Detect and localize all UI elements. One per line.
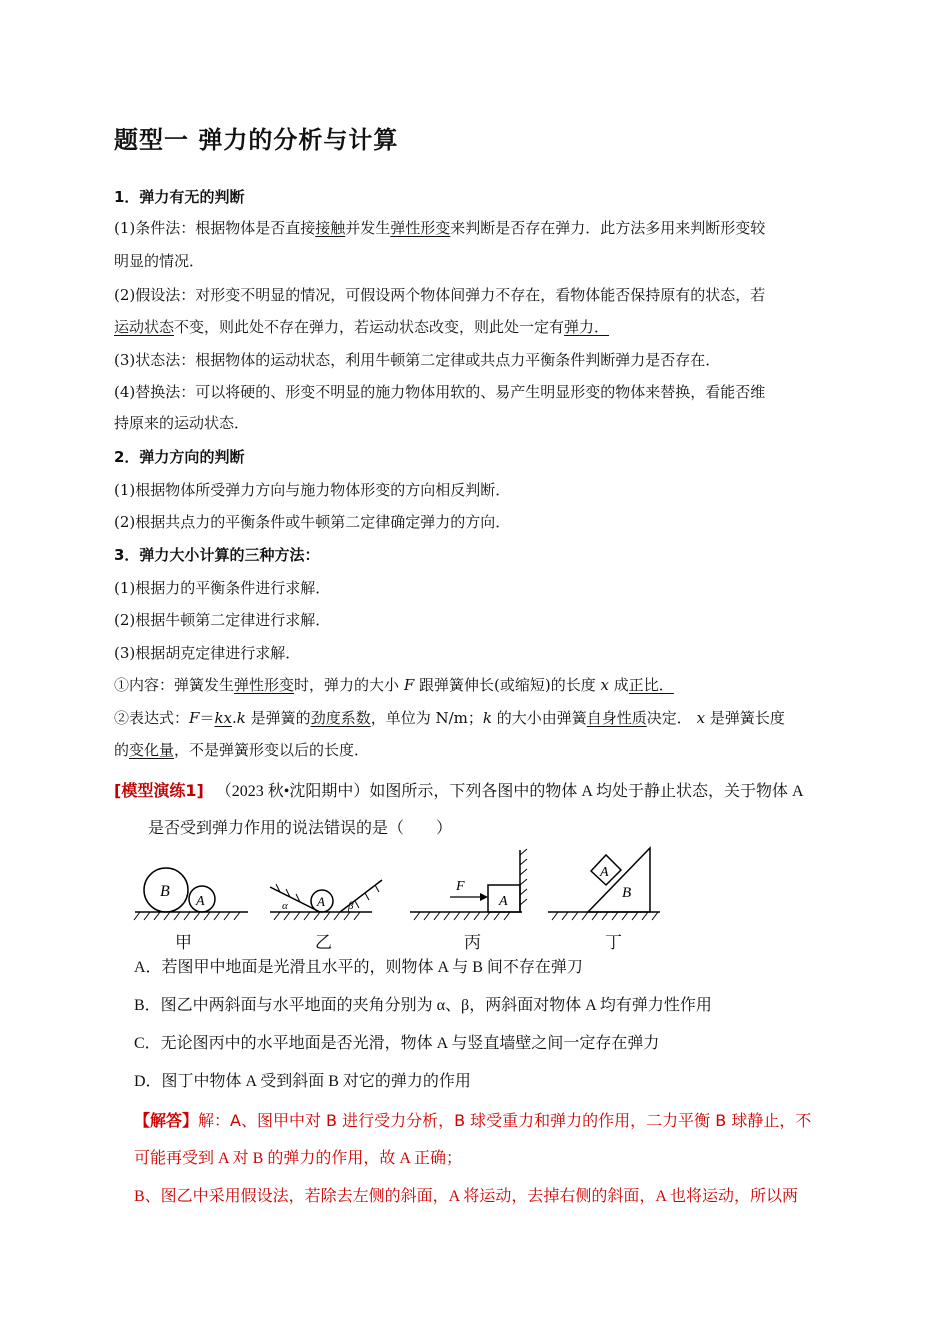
answer-line: B、图乙中采用假设法，若除去左侧的斜面，A 将运动，去掉右侧的斜面，A 也将运动，所以两 <box>134 1188 799 1205</box>
figure-yi <box>270 880 382 920</box>
wedge-b <box>588 848 650 912</box>
paragraph: 持原来的运动状态． <box>114 414 250 432</box>
paragraph: ①内容：弹簧发生弹性形变时，弹力的大小 F 跟弹簧伸长(或缩短)的长度 x 成正比． <box>114 676 674 694</box>
paragraph: (1)条件法：根据物体是否直接接触并发生弹性形变来判断是否存在弹力．此方法多用来判断形变较 <box>114 219 766 237</box>
paragraph: (2)根据共点力的平衡条件或牛顿第二定律确定弹力的方向． <box>114 513 511 531</box>
label-b: B <box>160 883 170 900</box>
paragraph: ②表达式：F＝kx.k 是弹簧的劲度系数，单位为 N/m；k 的大小由弹簧自身性质决定． x 是弹簧长度 <box>114 709 785 727</box>
figure-bing <box>410 849 527 920</box>
paragraph: (4)替换法：可以将硬的、形变不明显的施力物体用软的、易产生明显形变的物体来替换，看能否维 <box>114 383 766 401</box>
paragraph: (1)根据物体所受弹力方向与施力物体形变的方向相反判断． <box>114 481 511 499</box>
paragraph: (2)假设法：对形变不明显的情况，可假设两个物体间弹力不存在，看物体能否保持原有的状态，若 <box>114 286 766 304</box>
section-heading: 3．弹力大小计算的三种方法： <box>114 546 320 564</box>
label-beta: β <box>348 900 354 912</box>
section-heading: 2．弹力方向的判断 <box>114 448 245 466</box>
paragraph: (3)状态法：根据物体的运动状态，利用牛顿第二定律或共点力平衡条件判断弹力是否存在． <box>114 351 721 369</box>
paragraph: (2)根据牛顿第二定律进行求解． <box>114 611 331 629</box>
page-title: 题型一 弹力的分析与计算 <box>114 126 399 154</box>
option-b: B．图乙中两斜面与水平地面的夹角分别为 α、β，两斜面对物体 A 均有弹力性作用 <box>134 997 712 1014</box>
arrow-icon <box>480 893 488 901</box>
label-alpha: α <box>282 900 288 912</box>
figure-ding <box>548 848 660 920</box>
section-heading: 1．弹力有无的判断 <box>114 188 245 206</box>
label-a: A <box>317 894 325 909</box>
answer-line: 可能再受到 A 对 B 的弹力的作用，故 A 正确； <box>134 1150 463 1167</box>
label-a: A <box>196 894 205 909</box>
paragraph: (3)根据胡克定律进行求解． <box>114 644 301 662</box>
figure-jia <box>134 868 248 920</box>
option-d: D．图丁中物体 A 受到斜面 B 对它的弹力的作用 <box>134 1073 471 1090</box>
paragraph: 运动状态不变，则此处不存在弹力，若运动状态改变，则此处一定有弹力． <box>114 318 610 336</box>
figure-label-jia: 甲 <box>175 933 192 953</box>
exercise-stem: [模型演练1] （2023 秋•沈阳期中）如图所示，下列各图中的物体 A 均处于静止状态，关于物体 A <box>114 781 804 800</box>
option-a: A．若图甲中地面是光滑且水平的，则物体 A 与 B 间不存在弹刀 <box>134 959 583 976</box>
label-b: B <box>622 885 632 901</box>
paragraph: 的变化量，不是弹簧形变以后的长度． <box>114 741 370 759</box>
physics-figure <box>130 845 670 930</box>
label-a: A <box>600 865 609 880</box>
answer-line: 【解答】解：A、图甲中对 B 进行受力分析，B 球受重力和弹力的作用，二力平衡 B 球静止，不 <box>134 1111 812 1130</box>
label-a: A <box>499 894 508 909</box>
figure-label-ding: 丁 <box>605 933 622 953</box>
figure-label-bing: 丙 <box>464 933 481 953</box>
paragraph: (1)根据力的平衡条件进行求解． <box>114 579 331 597</box>
exercise-stem: 是否受到弹力作用的说法错误的是（ ） <box>148 820 453 837</box>
figure-label-yi: 乙 <box>315 933 332 953</box>
paragraph: 明显的情况． <box>114 252 205 270</box>
label-f: F <box>456 879 465 894</box>
option-c: C．无论图丙中的水平地面是否光滑，物体 A 与竖直墙壁之间一定存在弹力 <box>134 1035 660 1052</box>
